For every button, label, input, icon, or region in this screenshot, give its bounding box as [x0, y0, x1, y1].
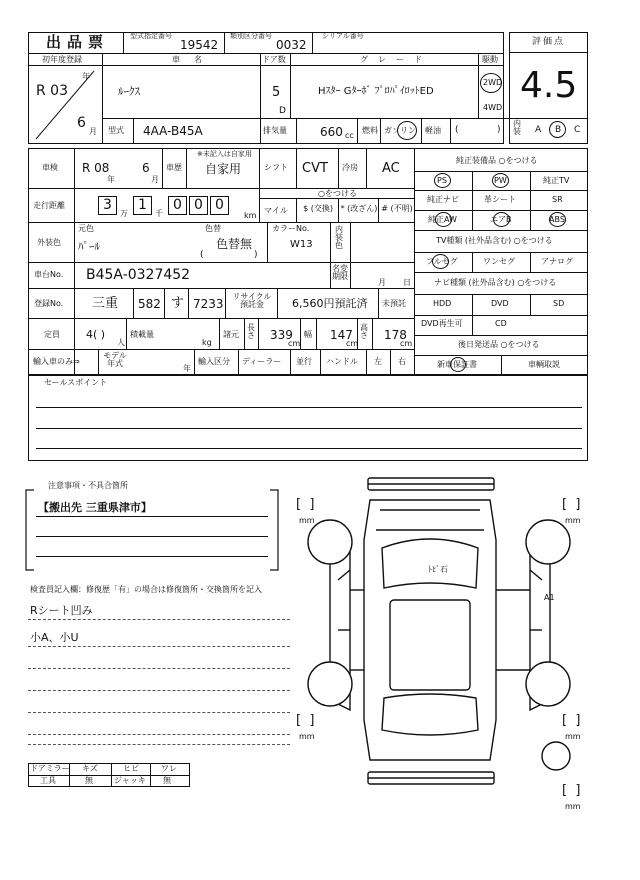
person-unit: 人: [117, 338, 125, 347]
fuel-paren-open: (: [455, 125, 459, 135]
recycle-label: リサイクル預託金: [232, 292, 272, 309]
right-label: 右: [398, 357, 406, 366]
legend-h0: ドアミラー: [30, 764, 70, 773]
tire-bracket-fr: [ ]: [562, 497, 581, 512]
navi-title: ナビ種類 (社外品含む) ○をつける: [434, 278, 557, 287]
navi-dvd: DVD: [491, 299, 509, 308]
tire-bracket-fl: [ ]: [296, 497, 315, 512]
first-reg-label: 初年度登録: [42, 55, 82, 64]
equip-airbag: エアB: [490, 215, 512, 224]
fuel-light: 軽油: [425, 126, 441, 135]
cd-label: CD: [495, 319, 507, 328]
orig-color: ﾊﾟｰﾙ: [78, 240, 100, 253]
capacity-value: 4( ): [86, 328, 106, 341]
tire-mm-rr: mm: [565, 732, 581, 741]
equip-aw: 純正AW: [428, 215, 457, 224]
tamper-label: * (改ざん): [340, 204, 378, 213]
tire-bracket-rr: [ ]: [562, 713, 581, 728]
mile-label: マイル: [264, 206, 288, 215]
parallel-label: 並行: [296, 357, 312, 366]
km-unit: km: [244, 211, 257, 220]
man-unit: 万: [120, 209, 128, 218]
door-type: D: [279, 106, 286, 116]
model-spec-no: 19542: [180, 38, 219, 52]
handle-label: ハンドル: [326, 357, 358, 366]
history-note: ※未記入は自家用: [197, 150, 252, 158]
reg-number: 7233: [193, 297, 224, 311]
legend-v1: 無: [85, 776, 93, 785]
serial-label: シリアル番号: [322, 32, 364, 40]
orig-color-label: 元色: [78, 224, 94, 233]
tv-fullseg: フルセグ: [426, 257, 458, 266]
chassis-value: B45A-0327452: [86, 267, 191, 283]
tire-bracket-rl: [ ]: [296, 713, 315, 728]
tv-analog: アナログ: [541, 257, 573, 266]
equip-airbag-circle: [493, 212, 510, 227]
inspection-year-suffix: 年: [107, 175, 115, 184]
height-label: 高さ: [360, 323, 368, 340]
tire-mm-fr: mm: [565, 516, 581, 525]
dims-label: 諸元: [223, 330, 239, 339]
shift-value: CVT: [302, 161, 328, 176]
mileage-label: 走行距離: [33, 201, 65, 210]
history-value: 自家用: [205, 162, 242, 176]
tv-oneseg: ワンセグ: [483, 257, 515, 266]
equip-ps: PS: [437, 176, 447, 185]
tire-bracket-spare: [ ]: [562, 783, 581, 798]
displacement-value: 660: [320, 125, 343, 139]
later-warranty: 新車保証書: [437, 360, 477, 369]
equip-abs: ABS: [549, 215, 565, 224]
history-label: 車歴: [166, 163, 182, 172]
doors-value: 5: [272, 85, 281, 100]
model-spec-label: 型式指定番号: [130, 32, 172, 40]
tv-title: TV種類 (社外品含む) ○をつける: [436, 236, 553, 245]
kg-unit: kg: [202, 338, 212, 347]
navi-sd: SD: [553, 299, 565, 308]
left-label: 左: [374, 357, 382, 366]
inspection-label: 車検: [42, 163, 58, 172]
model-year-suffix: 年: [183, 364, 191, 373]
reg-label: 登録No.: [34, 299, 64, 308]
repaint-value: 色替無: [216, 237, 253, 251]
drive-2wd-circle: [480, 73, 502, 93]
first-reg-year-suffix: 年: [82, 72, 90, 81]
color-no-label: カラーNo.: [272, 224, 310, 233]
width-label: 幅: [304, 330, 312, 339]
reg-kana: す: [171, 296, 185, 311]
navi-hdd: HDD: [433, 299, 452, 308]
interior-b: B: [555, 125, 562, 135]
drive-label: 駆動: [482, 55, 498, 64]
inspection-month: 6: [142, 161, 150, 175]
mileage-digit-4: 0: [194, 197, 203, 213]
mileage-digit-1: 3: [103, 197, 112, 213]
color-no: W13: [290, 239, 313, 250]
length-value: 339: [270, 328, 293, 342]
fuel-paren-close: ): [497, 125, 501, 135]
equip-tv: 純正TV: [543, 176, 570, 185]
drive-4wd: 4WD: [483, 103, 503, 112]
equip-navi: 純正ナビ: [427, 195, 459, 204]
interior-a: A: [535, 125, 542, 135]
inspector-label: 検査員記入欄：修復歴「有」の場合は修復箇所・交換箇所を記入: [30, 585, 262, 594]
car-body-diagram: [290, 470, 590, 810]
unknown-label: # (不明): [381, 204, 413, 213]
later-manual: 車輌取説: [528, 360, 560, 369]
windshield-note: ﾄﾋﾞ石: [428, 565, 448, 574]
shift-label: シフト: [264, 163, 288, 172]
swap-label: $ (交換): [303, 204, 333, 213]
rating-label: 評価点: [532, 37, 566, 47]
reg-area: 三重: [92, 296, 119, 311]
color-label: 外装色: [37, 238, 61, 247]
width-unit: cm: [346, 339, 359, 348]
repaint-paren-close: ): [254, 250, 258, 260]
displacement-unit: cc: [345, 131, 354, 140]
ac-label: 冷房: [342, 163, 358, 172]
recycle-unpaid: 未預託: [382, 299, 406, 308]
sales-label: セールスポイント: [44, 378, 108, 387]
tire-mm-rl: mm: [299, 732, 315, 741]
interior-b-circle: [549, 121, 566, 138]
interior-color-label: 内装色: [335, 225, 343, 250]
tire-mm-fl: mm: [299, 516, 315, 525]
caution-label: 注意事項・不具合箇所: [48, 481, 128, 490]
equip-ps-circle: [434, 173, 451, 188]
interior-label: 内装: [513, 119, 521, 136]
legend-v0: 工具: [40, 776, 56, 785]
caution-frame: [24, 482, 280, 572]
inspector-line-2: 小A、小U: [30, 631, 79, 644]
later-warranty-circle: [450, 357, 466, 372]
load-label: 積載量: [130, 330, 154, 339]
fuel-label: 燃料: [362, 126, 378, 135]
model-label: 型式: [108, 126, 124, 135]
height-value: 178: [384, 328, 407, 342]
dealer-label: ディーラー: [242, 357, 282, 366]
ac-value: AC: [382, 161, 400, 176]
side-note: A1: [544, 593, 555, 602]
first-reg-month: 6: [77, 115, 86, 131]
mileage-digit-3: 0: [173, 197, 182, 213]
interior-c: C: [574, 125, 581, 135]
import-label: 輸入車のみ⇒: [33, 357, 80, 366]
equip-abs-circle: [549, 212, 566, 227]
grade-value: Hｽﾀｰ Gﾀｰﾎﾞ ﾌﾟﾛﾊﾟｲﾛｯﾄED: [318, 86, 434, 97]
equip-leather: 革シート: [484, 195, 516, 204]
mileage-digit-2: 1: [138, 197, 147, 213]
capacity-label: 定員: [44, 330, 60, 339]
reg-class: 582: [138, 297, 161, 311]
grade-label: グレード: [360, 55, 432, 64]
inspection-year: R 08: [82, 161, 110, 175]
width-value: 147: [330, 328, 353, 342]
chassis-label: 車台No.: [34, 270, 64, 279]
legend-h1: キズ: [82, 764, 98, 773]
height-unit: cm: [400, 339, 413, 348]
dvd-play-label: DVD再生可: [421, 319, 463, 328]
day-short: 日: [403, 278, 411, 287]
equip-pw: PW: [494, 176, 507, 185]
class-label: 類別区分番号: [230, 32, 272, 40]
repaint-label: 色替: [205, 224, 221, 233]
name-change-label: 名変期限: [332, 264, 348, 281]
car-name-label: 車名: [172, 55, 216, 64]
model-value: 4AA-B45A: [143, 124, 203, 138]
doors-label: ドア数: [262, 55, 286, 64]
inspection-month-suffix: 月: [151, 175, 159, 184]
equipment-title: 純正装備品 ○をつける: [456, 156, 538, 165]
car-name: ﾙｰｸｽ: [118, 85, 140, 98]
sen-unit: 千: [155, 209, 163, 218]
recycle-value: 6,560円預託済: [292, 297, 368, 310]
rating-value: 4.5: [520, 65, 578, 106]
legend-v2: ジャッキ: [114, 776, 146, 785]
inspector-line-1: Rシート凹み: [30, 604, 93, 617]
sheet-title: 出品票: [46, 33, 110, 51]
month-short: 月: [378, 278, 386, 287]
model-year-label: モデル年式: [103, 351, 127, 368]
equip-aw-circle: [435, 212, 452, 227]
later-title: 後日発送品 ○をつける: [458, 340, 540, 349]
caution-text: 【搬出先 三重県津市】: [38, 501, 152, 514]
fuel-gasoline: ガソリン: [384, 126, 416, 135]
length-label: 長さ: [247, 323, 255, 340]
legend-h2: ヒビ: [123, 764, 139, 773]
mileage-digit-5: 0: [215, 197, 224, 213]
class-no: 0032: [276, 38, 307, 52]
legend-v3: 無: [163, 776, 171, 785]
equip-pw-circle: [492, 173, 509, 188]
legend-h3: ワレ: [161, 764, 177, 773]
tv-fullseg-circle: [432, 254, 449, 269]
fuel-gasoline-circle: [397, 121, 417, 140]
repaint-paren-open: (: [200, 250, 204, 260]
drive-2wd: 2WD: [483, 78, 503, 87]
first-reg-month-suffix: 月: [89, 127, 97, 136]
equip-sr: SR: [552, 195, 563, 204]
first-reg-year: R 03: [36, 83, 68, 99]
length-unit: cm: [288, 339, 301, 348]
displacement-label: 排気量: [263, 126, 287, 135]
circle-note: ○をつける: [318, 189, 357, 198]
tire-mm-spare: mm: [565, 802, 581, 811]
import-class-label: 輸入区分: [198, 357, 230, 366]
